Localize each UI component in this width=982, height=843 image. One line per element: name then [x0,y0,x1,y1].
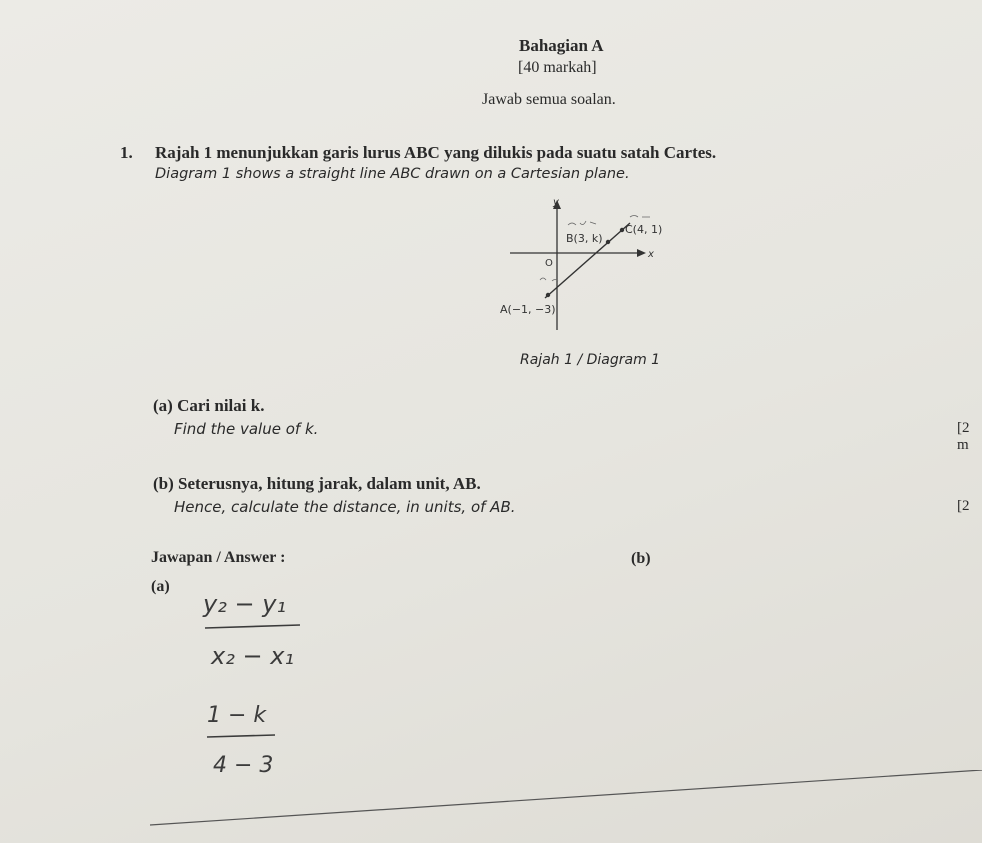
question-text-malay: Rajah 1 menunjukkan garis lurus ABC yang dilukis pada suatu satah Cartes. [155,143,717,162]
question-number: 1. [120,143,133,162]
page-bottom-edge [150,770,982,830]
answer-heading: Jawapan / Answer : [151,549,286,566]
part-b-english: Hence, calculate the distance, in units, of AB. [174,498,516,516]
working-denominator-2: 4 − 3 [213,753,274,778]
diagram-caption: Rajah 1 / Diagram 1 [520,352,661,368]
point-c-label: C(4, 1) [625,223,663,236]
point-a-label: A(−1, −3) [500,303,556,316]
total-marks: [40 markah] [518,59,597,76]
working-numerator-2: 1 − k [207,703,267,728]
fraction-bar-1 [205,625,300,628]
fraction-bar-2 [207,735,275,737]
handwritten-working [195,580,335,780]
answer-part-b-label: (b) [631,550,651,567]
section-title: Bahagian A [519,36,604,55]
question-text-english: Diagram 1 shows a straight line ABC drawn on a Cartesian plane. [155,166,630,182]
point-c-dot [620,228,624,232]
answer-box-line [150,770,982,825]
part-b-marks: [2 [957,498,970,514]
working-denominator-1: x₂ − x₁ [211,642,295,670]
part-a-english: Find the value of k. [174,420,319,438]
x-axis-label: x [648,249,654,260]
point-a-dot [546,293,550,297]
instruction-text: Jawab semua soalan. [482,91,616,108]
point-b-label: B(3, k) [566,232,603,245]
working-numerator-1: y₂ − y₁ [203,590,287,618]
x-axis-arrow [637,249,646,257]
point-b-dot [606,240,610,244]
part-a-marks: [2 m [957,420,970,453]
pencil-marks-near-a [540,278,558,281]
answer-part-a-label: (a) [151,578,170,595]
cartesian-diagram [490,195,720,335]
part-b-malay: (b) Seterusnya, hitung jarak, dalam unit, AB. [153,474,481,493]
part-a-malay: (a) Cari nilai k. [153,396,265,415]
y-axis-label: y [553,197,559,208]
origin-label: O [545,258,553,269]
